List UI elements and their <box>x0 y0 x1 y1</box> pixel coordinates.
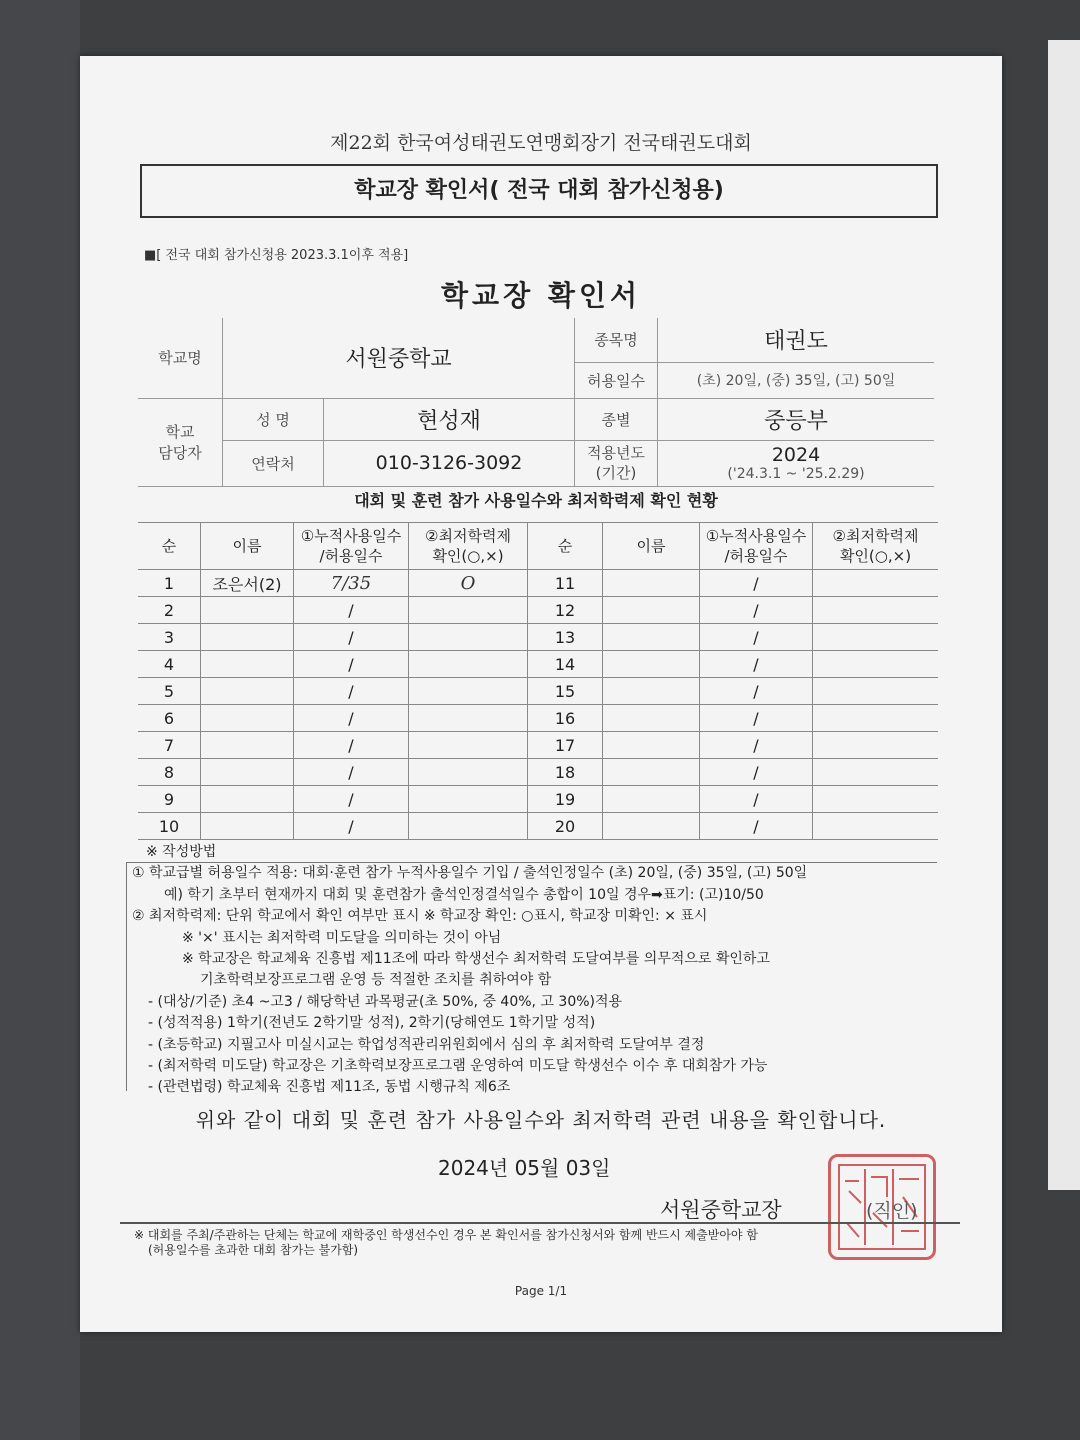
row-number-right: 15 <box>528 678 603 705</box>
name-label: 성 명 <box>223 398 324 440</box>
days-used-right: / <box>700 786 813 813</box>
instruction-line: ※ 학교장은 학교체육 진흥법 제11조에 따라 학생선수 최저학력 도달여부를 의무적으로 확인하고 <box>182 951 770 968</box>
header-days: ①누적사용일수 /허용일수 <box>294 523 409 570</box>
student-name-right <box>603 705 700 732</box>
row-number: 4 <box>138 651 201 678</box>
instructions <box>132 842 972 1099</box>
adjacent-paper-edge <box>1048 40 1080 1190</box>
row-number: 10 <box>138 813 201 840</box>
academic-check: O <box>409 570 528 597</box>
roster-row <box>138 597 938 624</box>
sport-label: 종목명 <box>575 318 658 362</box>
division-value: 중등부 <box>658 398 935 440</box>
academic-check-right <box>813 624 939 651</box>
roster-row <box>138 813 938 840</box>
contact-value: 010-3126-3092 <box>324 440 575 486</box>
days-used: / <box>294 813 409 840</box>
school-info-table <box>138 318 934 487</box>
days-used-right: / <box>700 759 813 786</box>
student-name-right <box>603 813 700 840</box>
academic-check-right <box>813 651 939 678</box>
student-name <box>201 786 294 813</box>
year-value: 2024 <box>771 444 821 466</box>
roster-row <box>138 570 938 597</box>
roster-header-row <box>138 523 938 570</box>
row-number-right: 12 <box>528 597 603 624</box>
academic-check-right <box>813 678 939 705</box>
manager-label: 학교 담당자 <box>138 398 223 486</box>
student-name-right <box>603 624 700 651</box>
row-number: 5 <box>138 678 201 705</box>
roster-row <box>138 624 938 651</box>
row-number: 9 <box>138 786 201 813</box>
days-used: / <box>294 759 409 786</box>
days-used: / <box>294 705 409 732</box>
student-name-right <box>603 651 700 678</box>
days-used: / <box>294 786 409 813</box>
row-number: 6 <box>138 705 201 732</box>
days-used-right: / <box>700 732 813 759</box>
instruction-line: - (초등학교) 지필고사 미실시교는 학업성적관리위원회에서 심의 후 최저학력 도달여부 결정 <box>148 1036 705 1053</box>
academic-check <box>409 732 528 759</box>
instructions-title: ※ 작성방법 <box>146 844 217 860</box>
days-used: / <box>294 678 409 705</box>
row-number-right: 17 <box>528 732 603 759</box>
header-academic-right: ②최저학력제 확인(○,×) <box>813 523 939 570</box>
days-used: 7/35 <box>294 570 409 597</box>
academic-check <box>409 597 528 624</box>
header-name-right: 이름 <box>603 523 700 570</box>
academic-check <box>409 786 528 813</box>
student-name: 조은서(2) <box>201 570 294 597</box>
academic-check-right <box>813 732 939 759</box>
days-used: / <box>294 732 409 759</box>
row-number: 1 <box>138 570 201 597</box>
academic-check <box>409 624 528 651</box>
academic-check <box>409 678 528 705</box>
roster-row <box>138 705 938 732</box>
roster-row <box>138 678 938 705</box>
apply-note: ■[ 전국 대회 참가신청용 2023.3.1이후 적용] <box>144 248 409 263</box>
instruction-line: 기초학력보장프로그램 운영 등 적절한 조치를 취하여야 함 <box>200 972 552 989</box>
main-title: 학교장 확인서 <box>440 279 642 312</box>
academic-check-right <box>813 786 939 813</box>
instruction-line: - (성적적용) 1학기(전년도 2학기말 성적), 2학기(당해연도 1학기말 성적) <box>148 1015 596 1032</box>
instruction-line: - (최저학력 미도달) 학교장은 기초학력보장프로그램 운영하여 미도달 학생선수 이수 후 대회참가 가능 <box>148 1058 768 1075</box>
year-period: ('24.3.1 ~ '25.2.29) <box>727 466 865 482</box>
roster-row <box>138 651 938 678</box>
year-label: 적용년도 (기간) <box>575 440 658 486</box>
student-name-right <box>603 759 700 786</box>
academic-check-right <box>813 759 939 786</box>
academic-check <box>409 813 528 840</box>
instruction-line: ① 학교급별 허용일수 적용: 대회·훈련 참가 누적사용일수 기입 / 출석인정일수 (초) 20일, (중) 35일, (고) 50일 <box>132 865 808 882</box>
footnote-divider <box>120 1222 960 1224</box>
event-title: 제22회 한국여성태권도연맹회장기 전국태권도대회 <box>330 132 752 154</box>
header-no: 순 <box>138 523 201 570</box>
header-name: 이름 <box>201 523 294 570</box>
student-name <box>201 651 294 678</box>
student-name-right <box>603 597 700 624</box>
footnote-line: (허용일수를 초과한 대회 참가는 불가함) <box>148 1243 359 1257</box>
academic-check-right <box>813 597 939 624</box>
section-title: 대회 및 훈련 참가 사용일수와 최저학력제 확인 현황 <box>354 491 718 510</box>
student-name-right <box>603 678 700 705</box>
days-used-right: / <box>700 624 813 651</box>
student-name <box>201 759 294 786</box>
background-surface <box>0 0 80 1440</box>
row-number-right: 19 <box>528 786 603 813</box>
student-name-right <box>603 570 700 597</box>
row-number: 8 <box>138 759 201 786</box>
academic-check-right <box>813 813 939 840</box>
roster-row <box>138 732 938 759</box>
division-label: 종별 <box>575 398 658 440</box>
student-name <box>201 678 294 705</box>
roster-row <box>138 786 938 813</box>
academic-check-right <box>813 570 939 597</box>
roster-row <box>138 759 938 786</box>
instruction-line: 예) 학기 초부터 현재까지 대회 및 훈련참가 출석인정결석일수 총합이 10일 경우➡표기: (고)10/50 <box>164 886 764 903</box>
days-used: / <box>294 597 409 624</box>
days-used-right: / <box>700 597 813 624</box>
row-number-right: 16 <box>528 705 603 732</box>
row-number: 3 <box>138 624 201 651</box>
row-number: 7 <box>138 732 201 759</box>
days-used-right: / <box>700 678 813 705</box>
header-academic: ②최저학력제 확인(○,×) <box>409 523 528 570</box>
instruction-line: ※ '×' 표시는 최저학력 미도달을 의미하는 것이 아님 <box>182 929 502 946</box>
days-used: / <box>294 624 409 651</box>
instruction-line: - (대상/기준) 초4 ~고3 / 해당학년 과목평균(초 50%, 중 40%, 고 30%)적용 <box>148 993 623 1010</box>
school-value: 서원중학교 <box>223 318 575 398</box>
row-number-right: 11 <box>528 570 603 597</box>
student-name <box>201 705 294 732</box>
row-number-right: 13 <box>528 624 603 651</box>
footnote-line: ※ 대회를 주최/주관하는 단체는 학교에 재학중인 학생선수인 경우 본 확인서를 참가신청서와 함께 반드시 제출받아야 함 <box>134 1228 758 1242</box>
academic-check <box>409 759 528 786</box>
sport-value: 태권도 <box>658 318 935 362</box>
contact-label: 연락처 <box>223 440 324 486</box>
school-label: 학교명 <box>138 318 223 398</box>
year-cell <box>658 440 935 486</box>
days-used: / <box>294 651 409 678</box>
days-used-right: / <box>700 570 813 597</box>
row-number: 2 <box>138 597 201 624</box>
roster-table <box>138 522 938 840</box>
name-value: 현성재 <box>324 398 575 440</box>
footnote <box>134 1228 994 1258</box>
page-number: Page 1/1 <box>514 1284 568 1298</box>
row-number-right: 14 <box>528 651 603 678</box>
days-used-right: / <box>700 651 813 678</box>
days-used-right: / <box>700 705 813 732</box>
confirmation-statement: 위와 같이 대회 및 훈련 참가 사용일수와 최저학력 관련 내용을 확인합니다. <box>195 1108 887 1132</box>
student-name-right <box>603 732 700 759</box>
academic-check-right <box>813 705 939 732</box>
header-no-right: 순 <box>528 523 603 570</box>
student-name <box>201 732 294 759</box>
seal-label: (직인) <box>866 1200 918 1222</box>
instruction-line: - (관련법령) 학교체육 진흥법 제11조, 동법 시행규칙 제6조 <box>148 1079 511 1096</box>
instruction-line: ② 최저학력제: 단위 학교에서 확인 여부만 표시 ※ 학교장 확인: ○표시, 학교장 미확인: × 표시 <box>132 908 708 925</box>
student-name-right <box>603 786 700 813</box>
row-number-right: 18 <box>528 759 603 786</box>
form-banner-title: 학교장 확인서( 전국 대회 참가신청용) <box>140 164 938 218</box>
principal-title: 서원중학교장 <box>660 1198 782 1222</box>
academic-check <box>409 651 528 678</box>
document-page <box>80 56 1002 1332</box>
allowed-days-label: 허용일수 <box>575 362 658 398</box>
row-number-right: 20 <box>528 813 603 840</box>
academic-check <box>409 705 528 732</box>
allowed-days-value: (초) 20일, (중) 35일, (고) 50일 <box>658 362 935 398</box>
days-used-right: / <box>700 813 813 840</box>
student-name <box>201 624 294 651</box>
student-name <box>201 813 294 840</box>
header-days-right: ①누적사용일수 /허용일수 <box>700 523 813 570</box>
student-name <box>201 597 294 624</box>
issue-date: 2024년 05월 03일 <box>438 1156 611 1180</box>
